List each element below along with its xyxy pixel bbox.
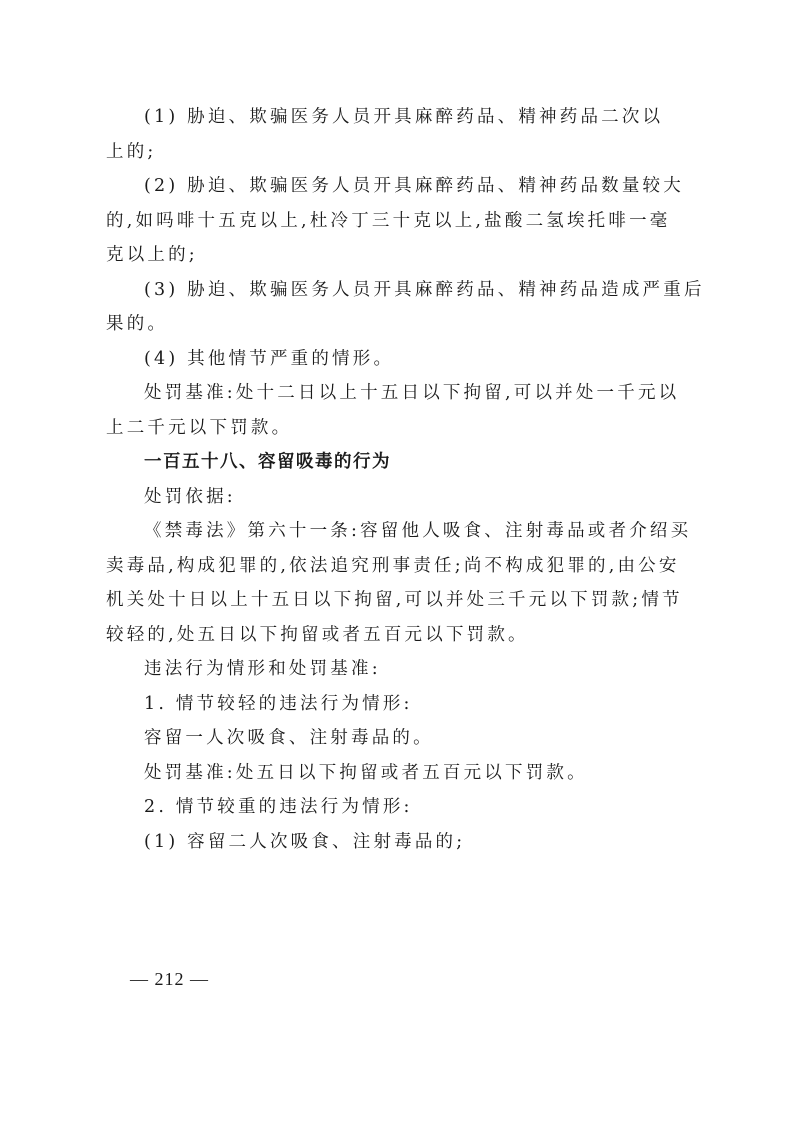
paragraph-line: 卖毒品,构成犯罪的,依法追究刑事责任;尚不构成犯罪的,由公安 [106, 555, 680, 576]
page-number: — 212 — [130, 969, 209, 989]
paragraph-line: (3) 胁迫、欺骗医务人员开具麻醉药品、精神药品造成严重后 [144, 279, 705, 300]
paragraph-line: 处罚基准:处五日以下拘留或者五百元以下罚款。 [144, 762, 588, 783]
paragraph-line: 违法行为情形和处罚基准: [144, 659, 381, 679]
paragraph-line: (4) 其他情节严重的情形。 [144, 348, 395, 369]
paragraph-line: 2. 情节较重的违法行为情形: [144, 797, 413, 817]
paragraph-line: (1) 胁迫、欺骗医务人员开具麻醉药品、精神药品二次以 [144, 107, 664, 127]
paragraph-line: (1) 容留二人次吸食、注射毒品的; [144, 831, 466, 852]
paragraph-line: 机关处十日以上十五日以下拘留,可以并处三千元以下罚款;情节 [106, 590, 683, 610]
paragraph-line: 的,如吗啡十五克以上,杜冷丁三十克以上,盐酸二氢埃托啡一毫 [106, 210, 671, 231]
paragraph-line: 较轻的,处五日以下拘留或者五百元以下罚款。 [106, 624, 529, 645]
paragraph-line: 上二千元以下罚款。 [106, 417, 293, 438]
paragraph-line: 果的。 [106, 314, 169, 334]
paragraph-line: 容留一人次吸食、注射毒品的。 [144, 728, 434, 748]
paragraph-line: 1. 情节较轻的违法行为情形: [144, 693, 413, 714]
paragraph-line: 上的; [106, 141, 157, 162]
paragraph-line: 处罚基准:处十二日以上十五日以下拘留,可以并处一千元以 [144, 383, 680, 403]
section-heading: 一百五十八、容留吸毒的行为 [144, 452, 391, 472]
paragraph-line: 处罚依据: [144, 486, 236, 507]
body-text [106, 100, 705, 859]
paragraph-line: 《禁毒法》第六十一条:容留他人吸食、注射毒品或者介绍买 [144, 521, 692, 541]
paragraph-line: 克以上的; [106, 245, 198, 265]
paragraph-line: (2) 胁迫、欺骗医务人员开具麻醉药品、精神药品数量较大 [144, 176, 684, 196]
